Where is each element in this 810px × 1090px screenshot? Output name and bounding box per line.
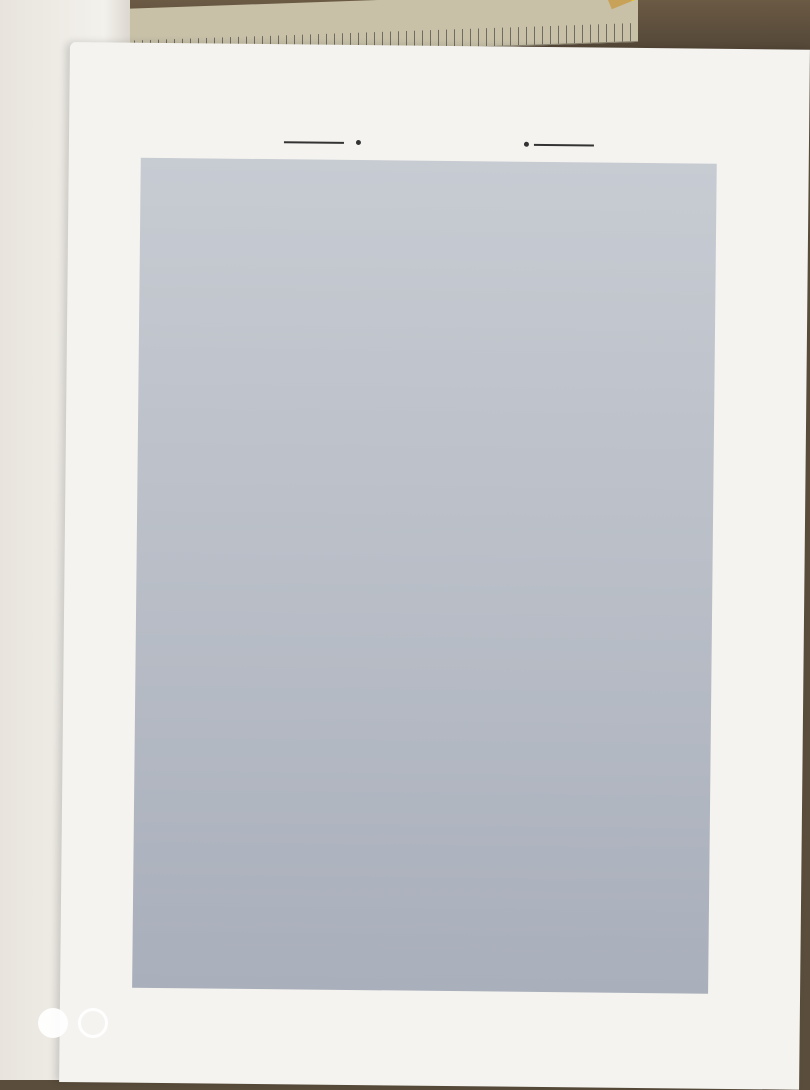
camera-watermark xyxy=(38,1000,338,1060)
title-dot-right xyxy=(524,142,529,147)
watermark-dot-icon xyxy=(38,1008,68,1038)
table-of-contents xyxy=(159,163,810,1070)
title-dot-left xyxy=(356,140,361,145)
title-rule-left xyxy=(284,141,344,144)
book-page xyxy=(59,42,810,1090)
watermark-ring-icon xyxy=(78,1008,108,1038)
title-rule-right xyxy=(534,144,594,147)
title-block xyxy=(284,127,604,160)
